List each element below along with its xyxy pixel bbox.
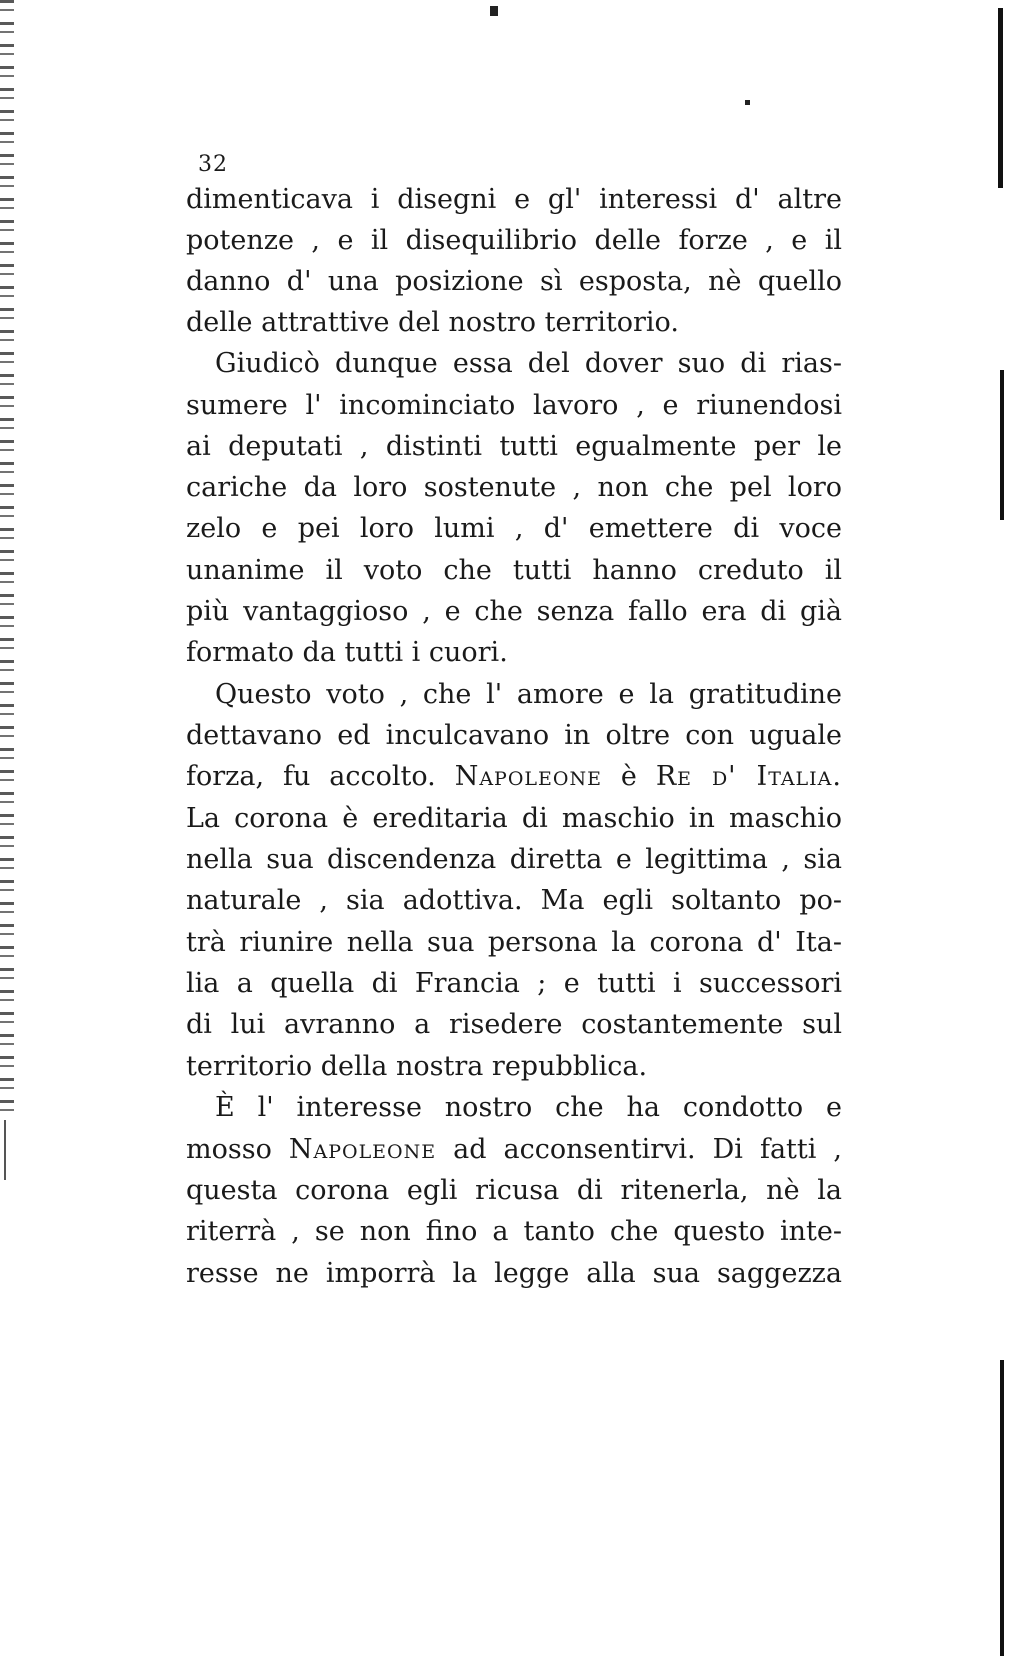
text-line: più vantaggioso , e che senza fallo era di già (186, 596, 842, 627)
text-line: delle attrattive del nostro territorio. (186, 307, 679, 338)
text-line: dimenticava i disegni e gl' interessi d' altre (186, 184, 842, 215)
title-re-d-italia: Re d' Italia. (655, 761, 842, 792)
text-line: Questo voto , che l' amore e la gratitudine (215, 679, 842, 710)
text-fragment: mosso (186, 1134, 272, 1165)
text-line: sumere l' incominciato lavoro , e riunendosi (186, 390, 842, 421)
text-line: riterrà , se non fino a tanto che questo inte- (186, 1216, 842, 1247)
text-line: ai deputati , distinti tutti egualmente per le (186, 431, 842, 462)
text-line: La corona è ereditaria di maschio in maschio (186, 803, 842, 834)
text-line: potenze , e il disequilibrio delle forze , e il (186, 225, 842, 256)
text-line: dettavano ed inculcavano in oltre con uguale (186, 720, 842, 751)
text-line: naturale , sia adottiva. Ma egli soltanto po- (186, 885, 842, 916)
text-line: zelo e pei loro lumi , d' emettere di voce (186, 513, 842, 544)
text-line: territorio della nostra repubblica. (186, 1051, 648, 1082)
page-number: 32 (198, 152, 228, 177)
text-line: formato da tutti i cuori. (186, 637, 508, 668)
text-line-with-names (186, 1130, 842, 1170)
text-line-with-names (186, 757, 842, 797)
text-line: cariche da loro sostenute , non che pel loro (186, 472, 842, 503)
text-line: danno d' una posizione sì esposta, nè quello (186, 266, 842, 297)
text-line: Giudicò dunque essa del dover suo di rias- (215, 348, 842, 379)
scan-speck (490, 6, 498, 16)
text-fragment: forza, fu accolto. (186, 761, 436, 792)
text-line: È l' interesse nostro che ha condotto e (215, 1092, 842, 1123)
text-line: nella sua discendenza diretta e legittima , sia (186, 844, 842, 875)
text-line: di lui avranno a risedere costantemente sul (186, 1009, 842, 1040)
scan-edge-left-mark (4, 1120, 6, 1180)
scan-edge-left (0, 0, 14, 1120)
text-line: resse ne imporrà la legge alla sua saggezza (186, 1258, 842, 1289)
text-line: questa corona egli ricusa di ritenerla, nè la (186, 1175, 842, 1206)
text-line: lia a quella di Francia ; e tutti i successori (186, 968, 842, 999)
text-fragment: è (620, 761, 637, 792)
text-line: unanime il voto che tutti hanno creduto il (186, 555, 842, 586)
name-napoleone: Napoleone (454, 761, 602, 792)
scan-edge-right-top (998, 8, 1003, 188)
scan-speck (745, 100, 750, 105)
scan-edge-right-bottom (1000, 1360, 1004, 1656)
name-napoleone: Napoleone (288, 1134, 437, 1165)
text-fragment: ad acconsentirvi. Di fatti , (453, 1134, 842, 1165)
scan-edge-right-middle (1000, 370, 1004, 520)
text-line: trà riunire nella sua persona la corona d' Ita- (186, 927, 842, 958)
